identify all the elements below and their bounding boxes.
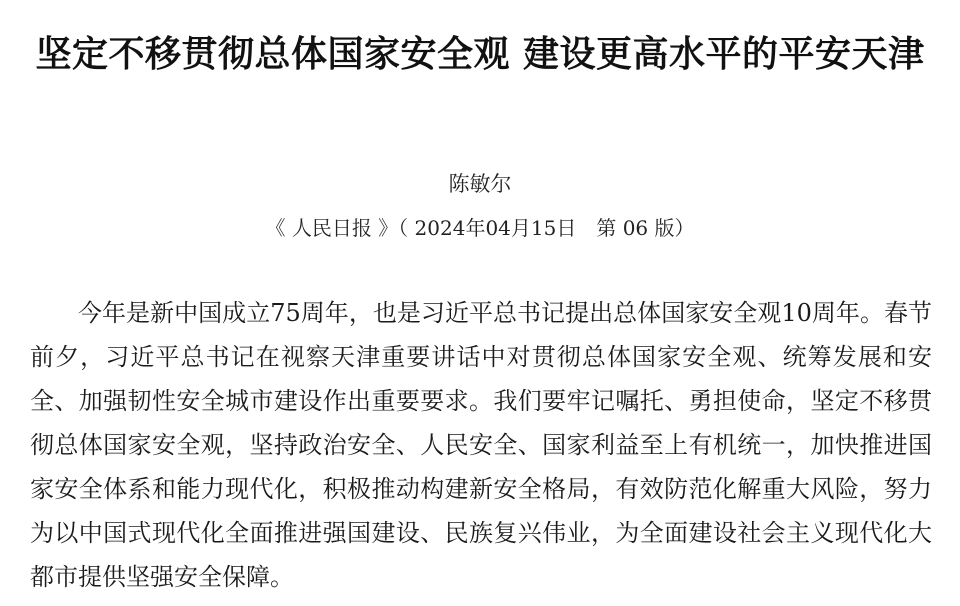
article-source: 《 人民日报 》（ 2024年04月15日 第 06 版） xyxy=(265,216,695,240)
article-body-paragraph: 今年是新中国成立75周年，也是习近平总书记提出总体国家安全观10周年。春节前夕，习近平总书记在视察天津重要讲话中对贯彻总体国家安全观、统筹发展和安全、加强韧性安全城市建设作出重要要求。我们要牢记嘱托、勇担使命，坚定不移贯彻总体国家安全观，坚持政治安全、人民安全、国家利益至上有机统一，加快推进国家安全体系和能力现代化，积极推动构建新安全格局，有效防范化解重大风险，努力为以中国式现代化全面推进强国建设、民族复兴伟业，为全面建设社会主义现代化大都市提供坚强安全保障。 xyxy=(30,299,932,591)
article-author: 陈敏尔 xyxy=(448,172,512,196)
article-title: 坚定不移贯彻总体国家安全观 建设更高水平的平安天津 xyxy=(35,34,925,75)
